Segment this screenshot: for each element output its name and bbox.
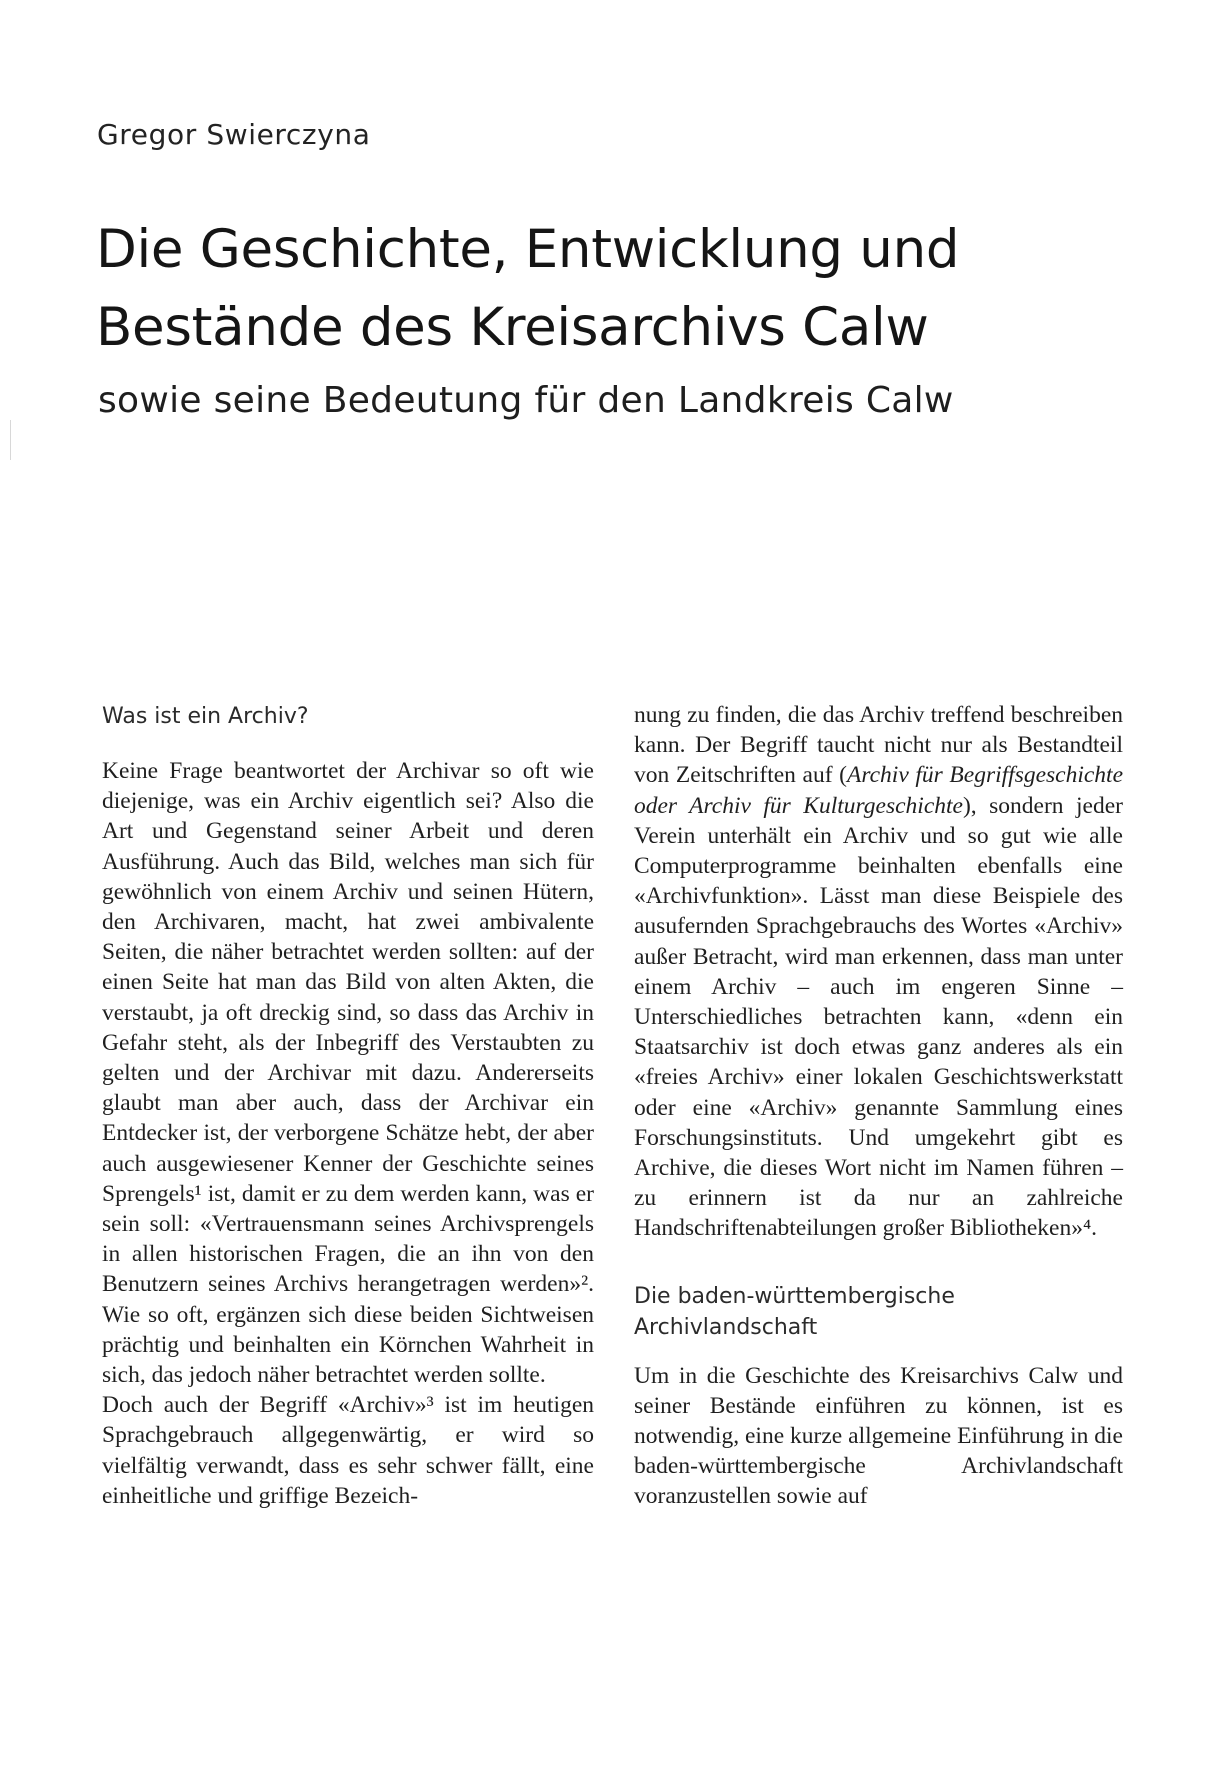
paragraph-archivlandschaft: Um in die Geschichte des Kreisarchivs Calw und seiner Bestände einführen zu können, ist es notwendig, eine kurze allgemeine Einführung in die baden-württembergische Archivlandschaft voranzustellen sowie auf bbox=[634, 1362, 1123, 1510]
article-title bbox=[96, 211, 959, 367]
paragraph-archiv-continued bbox=[634, 700, 1123, 1244]
journal-titles-italic: Archiv für Begriffsgeschichte oder Archiv für Kulturgeschichte bbox=[634, 762, 1124, 819]
paragraph-text-part-1: nung zu finden, die das Archiv treffend beschreiben kann. Der Begriff taucht nicht nur als Bestandteil von Zeitschriften auf ( bbox=[634, 702, 1123, 789]
page-edge-mark bbox=[10, 420, 11, 460]
section-heading-archivlandschaft: Die baden-württembergische Archivlandschaft bbox=[634, 1283, 955, 1340]
article-subtitle: sowie seine Bedeutung für den Landkreis Calw bbox=[98, 380, 954, 421]
paragraph-archiv-1: Keine Frage beantwortet der Archivar so oft wie diejenige, was ein Archiv eigentlich sei? Also die Art und Gegenstand seiner Arbeit und deren Ausführung. Auch das Bild, welches man sich für gewöhnlich von einem Archiv und seinen Hütern, den Archivaren, macht, hat zwei ambivalente Seiten, die näher betrachtet werden sollten: auf der einen Seite hat man das Bild von alten Akten, die verstaubt, ja oft dreckig sind, so dass das Archiv in Gefahr steht, als der Inbegriff des Verstaubten zu gelten und der Archivar mit dazu. Andererseits glaubt man aber auch, dass der Archivar ein Entdecker ist, der verborgene Schätze hebt, der aber auch ausgewiesener Kenner der Geschichte seines Sprengels¹ ist, damit er zu dem werden kann, was er sein soll: «Vertrauensmann seines Archivsprengels in allen historischen Fragen, die an ihn von den Benutzern seines Archivs herangetragen werden»². Wie so oft, ergänzen sich diese beiden Sichtweisen prächtig und beinhalten ein Körnchen Wahrheit in sich, das jedoch näher betrachtet werden sollte. bbox=[102, 758, 594, 1389]
author-name: Gregor Swierczyna bbox=[97, 118, 371, 151]
left-column bbox=[102, 700, 594, 1511]
right-column bbox=[634, 700, 1123, 1512]
paragraph-text-part-2: ), sondern jeder Verein unterhält ein Archiv und so gut wie alle Computerprogramme beinhalten ebenfalls eine «Archivfunktion». Lässt man diese Beispiele des ausufernden Sprachgebrauchs des Wortes «Archiv» außer Betracht, wird man erkennen, dass man unter einem Archiv – auch im engeren Sinne – Unterschiedliches betrachten kann, «denn ein Staatsarchiv ist doch etwas ganz anderes als ein «freies Archiv» einer lokalen Geschichtswerkstatt oder eine «Archiv» genannte Sammlung eines Forschungsinstituts. Und umgekehrt gibt es Archive, die dieses Wort nicht im Namen führen – zu erinnern ist da nur an zahlreiche Handschriftenabteilungen großer Bibliotheken»⁴. bbox=[634, 792, 1123, 1242]
title-line-1: Die Geschichte, Entwicklung und bbox=[96, 219, 960, 280]
section-heading-archiv: Was ist ein Archiv? bbox=[102, 704, 309, 729]
title-line-2: Bestände des Kreisarchivs Calw bbox=[96, 297, 929, 358]
paragraph-archiv-2: Doch auch der Begriff «Archiv»³ ist im heutigen Sprachgebrauch allgegenwärtig, er wird so vielfältig verwandt, dass es sehr schwer fällt, eine einheitliche und griffige Bezeich- bbox=[102, 1392, 594, 1509]
